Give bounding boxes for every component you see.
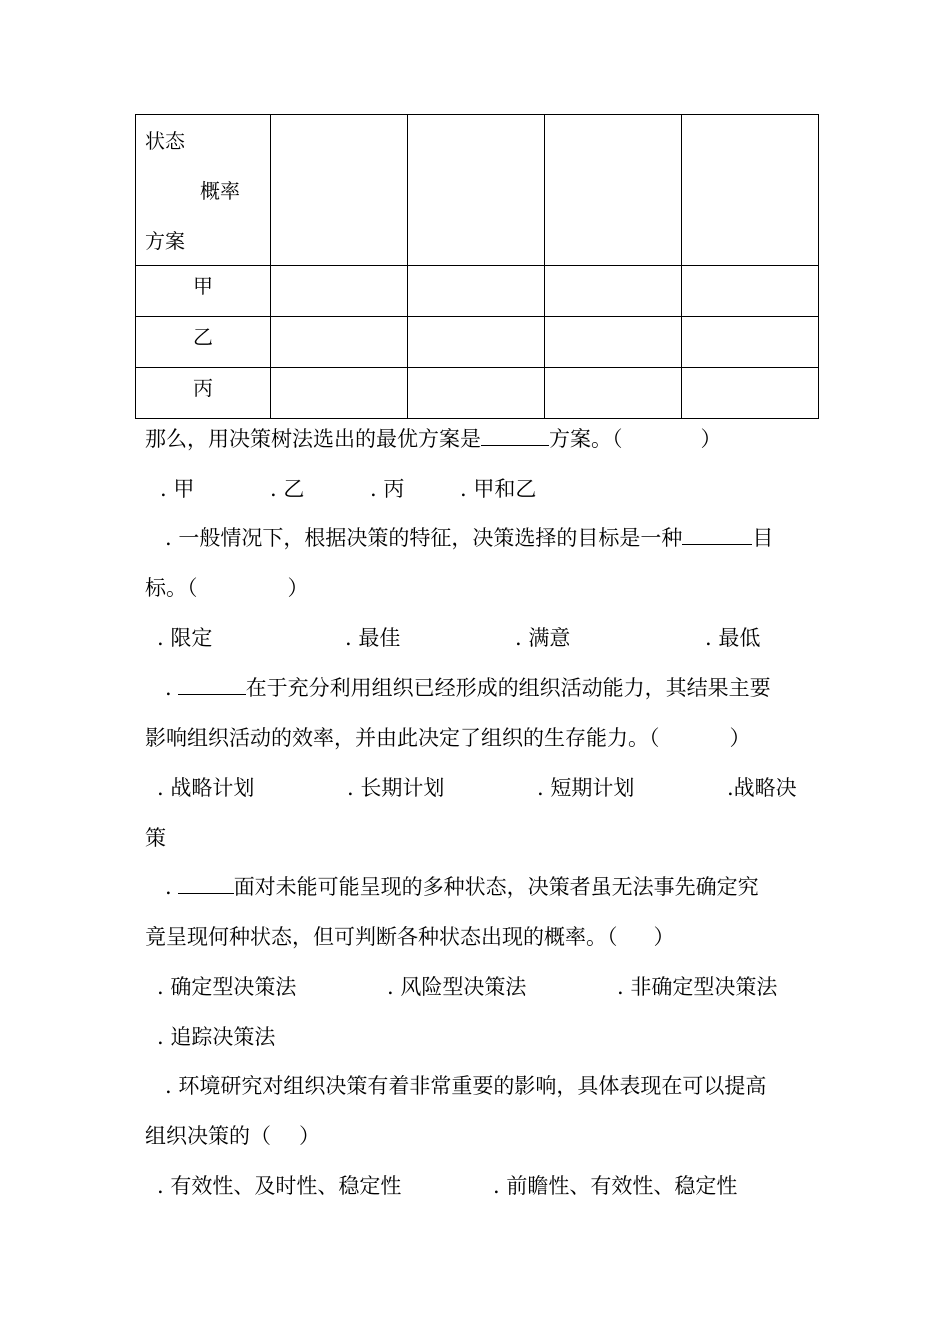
option-b: . 长期计划 — [347, 776, 445, 800]
option-d: . 最低 — [705, 626, 761, 650]
option-d: .战略决 — [727, 776, 797, 800]
answer-blank — [178, 873, 234, 894]
table-cell — [271, 266, 408, 317]
table-cell — [408, 317, 545, 368]
header-state-label: 状态 — [145, 129, 185, 153]
question-stem-cont: 组织决策的（ ） — [145, 1124, 320, 1148]
table-row — [136, 266, 819, 317]
option-b: . 前瞻性、有效性、稳定性 — [493, 1174, 738, 1198]
header-plan-label: 方案 — [145, 229, 185, 253]
table-cell — [682, 115, 819, 266]
row-label: 丙 — [136, 368, 271, 419]
question-stem: . 在于充分利用组织已经形成的组织活动能力，其结果主要 — [165, 676, 771, 700]
option-d: . 追踪决策法 — [157, 1025, 276, 1049]
question-stem-cont: 标。（ ） — [145, 576, 309, 600]
table-cell — [682, 368, 819, 419]
question-stem: 那么，用决策树法选出的最优方案是 方案。（ ） — [145, 427, 722, 451]
option-a: . 有效性、及时性、稳定性 — [157, 1174, 402, 1198]
option-c: . 满意 — [515, 626, 571, 650]
option-a: . 甲 — [160, 477, 195, 501]
table-cell — [271, 115, 408, 266]
option-b: . 风险型决策法 — [387, 975, 527, 999]
option-a: . 限定 — [157, 626, 213, 650]
option-b: . 乙 — [270, 477, 305, 501]
question-stem: . 环境研究对组织决策有着非常重要的影响，具体表现在可以提高 — [165, 1074, 767, 1098]
option-d-cont: 策 — [145, 826, 166, 850]
row-label: 甲 — [136, 266, 271, 317]
table-cell — [408, 368, 545, 419]
table-cell — [408, 266, 545, 317]
answer-blank — [682, 524, 752, 545]
question-stem: . 一般情况下，根据决策的特征，决策选择的目标是一种 目 — [165, 526, 774, 550]
table-cell — [271, 368, 408, 419]
option-c: . 丙 — [370, 477, 405, 501]
option-a: . 战略计划 — [157, 776, 255, 800]
decision-table — [135, 114, 819, 419]
question-stem: . 面对未能可能呈现的多种状态，决策者虽无法事先确定究 — [165, 875, 759, 899]
question-stem-cont: 竟呈现何种状态，但可判断各种状态出现的概率。（ ） — [145, 925, 675, 949]
table-row — [136, 368, 819, 419]
option-c: . 短期计划 — [537, 776, 635, 800]
table-cell — [545, 317, 682, 368]
table-cell — [682, 266, 819, 317]
row-label: 乙 — [136, 317, 271, 368]
table-cell — [271, 317, 408, 368]
table-cell — [408, 115, 545, 266]
option-b: . 最佳 — [345, 626, 401, 650]
header-probability-label: 概率 — [200, 179, 240, 203]
table-cell — [545, 266, 682, 317]
option-d: . 甲和乙 — [460, 477, 537, 501]
table-cell — [545, 368, 682, 419]
option-a: . 确定型决策法 — [157, 975, 297, 999]
table-corner-cell — [136, 115, 271, 266]
answer-blank — [178, 674, 246, 695]
table-cell — [545, 115, 682, 266]
table-cell — [682, 317, 819, 368]
option-c: . 非确定型决策法 — [617, 975, 778, 999]
question-stem-cont: 影响组织活动的效率，并由此决定了组织的生存能力。（ ） — [145, 726, 751, 750]
table-header-row — [136, 115, 819, 266]
answer-blank — [481, 425, 549, 446]
table-row — [136, 317, 819, 368]
